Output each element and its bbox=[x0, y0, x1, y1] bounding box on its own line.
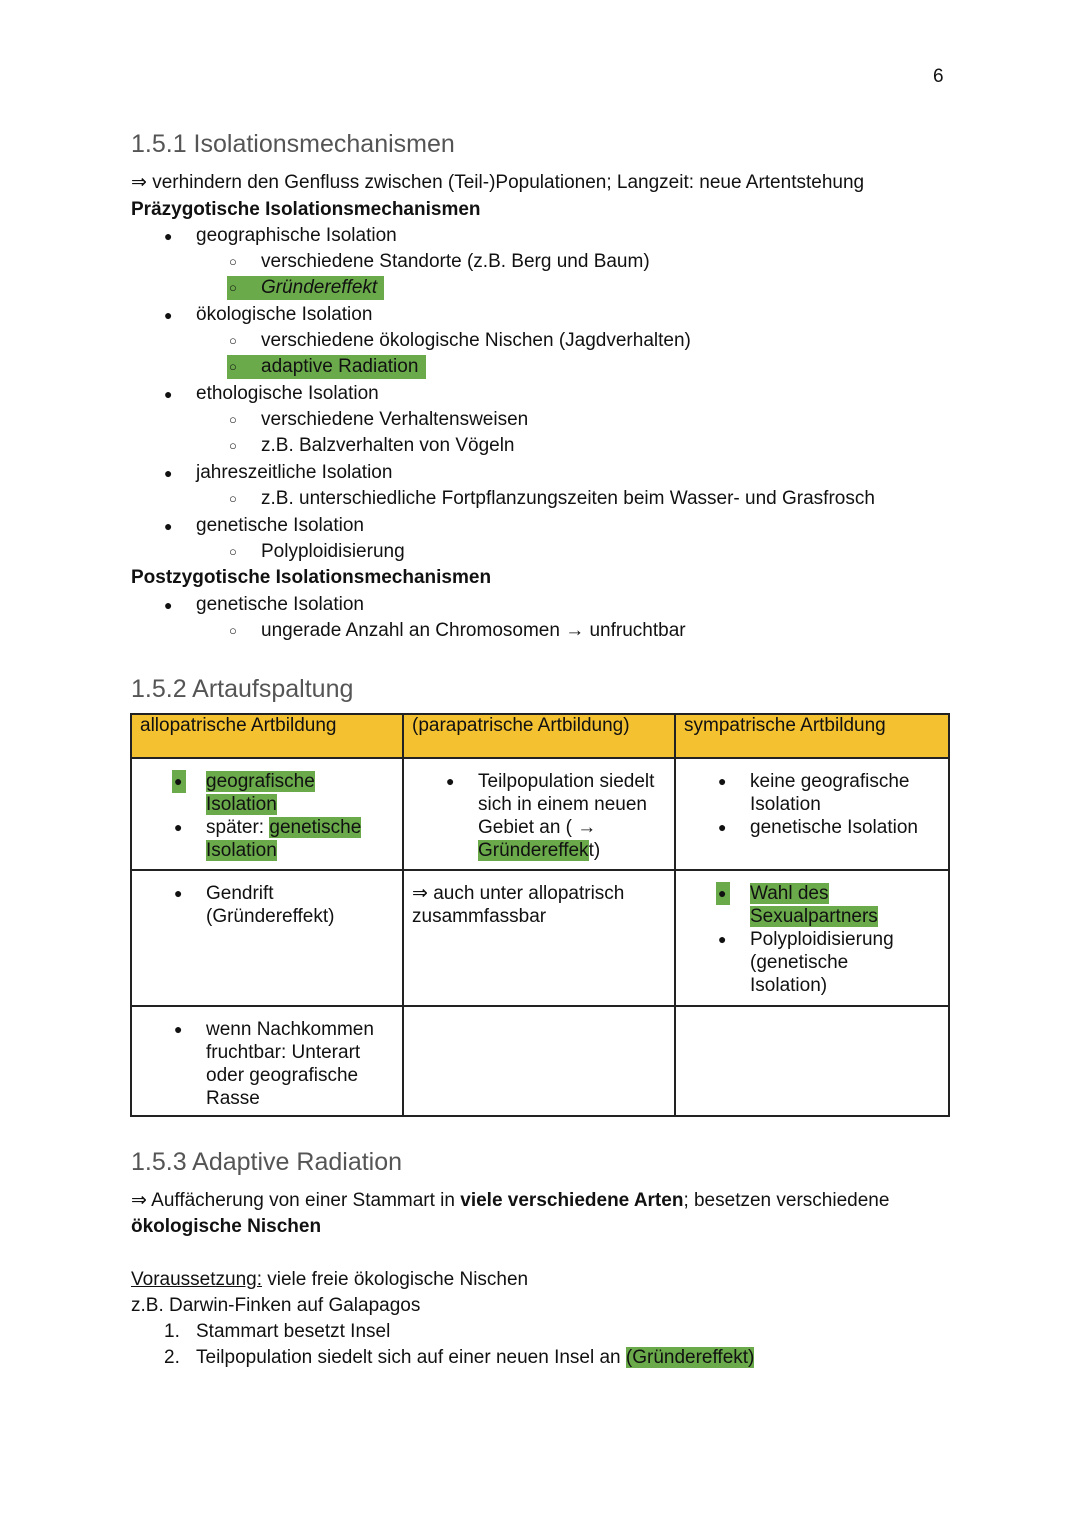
bullet-icon: ● bbox=[164, 228, 173, 244]
list-item: ● keine geografische Isolation bbox=[718, 771, 910, 815]
circle-bullet-icon: ○ bbox=[229, 623, 237, 638]
list-item: genetische Isolation bbox=[196, 515, 364, 536]
list-subitem: ungerade Anzahl an Chromosomen → unfruchtbar bbox=[261, 620, 686, 641]
bullet-icon: ● bbox=[164, 307, 173, 323]
list-subitem: z.B. Balzverhalten von Vögeln bbox=[261, 435, 515, 456]
list-item: ● Teilpopulation siedelt sich in einem neuen Gebiet an ( → Gründereffekt) bbox=[446, 771, 655, 861]
table-cell bbox=[675, 870, 949, 1006]
circle-bullet-icon: ○ bbox=[229, 438, 237, 453]
list-subitem: adaptive Radiation bbox=[261, 356, 419, 377]
list-subitem: z.B. unterschiedliche Fortpflanzungszeiten beim Wasser- und Grasfrosch bbox=[261, 488, 875, 509]
list-item: jahreszeitliche Isolation bbox=[196, 462, 393, 483]
intro-text: ⇒ Auffächerung von einer Stammart in viele verschiedene Arten; besetzen verschiedene bbox=[131, 1190, 890, 1211]
artbildung-table bbox=[130, 713, 950, 1117]
bullet-icon: ● bbox=[718, 819, 727, 835]
table-row bbox=[131, 870, 949, 1006]
heading-adaptive-radiation: 1.5.3 Adaptive Radiation bbox=[131, 1148, 403, 1176]
bullet-icon: ● bbox=[718, 773, 727, 789]
circle-bullet-icon: ○ bbox=[229, 359, 237, 374]
list-item: ● wenn Nachkommen fruchtbar: Unterart oder geografische Rasse bbox=[174, 1019, 374, 1109]
list-item: genetische Isolation bbox=[196, 594, 364, 615]
table-row bbox=[131, 1006, 949, 1116]
intro-text-cont: ökologische Nischen bbox=[131, 1216, 322, 1237]
circle-bullet-icon: ○ bbox=[229, 254, 237, 269]
bullet-icon: ● bbox=[174, 1021, 183, 1037]
postzygotisch-title: Postzygotische Isolationsmechanismen bbox=[131, 567, 492, 588]
table-cell bbox=[131, 758, 403, 870]
circle-bullet-icon: ○ bbox=[229, 544, 237, 559]
column-header: sympatrische Artbildung bbox=[675, 714, 949, 758]
circle-bullet-icon: ○ bbox=[229, 280, 237, 295]
heading-isolationsmechanismen: 1.5.1 Isolationsmechanismen bbox=[131, 130, 455, 158]
circle-bullet-icon: ○ bbox=[229, 333, 237, 348]
table-row bbox=[131, 758, 949, 870]
step-number: 1. bbox=[164, 1321, 180, 1342]
example-text: z.B. Darwin-Finken auf Galapagos bbox=[131, 1295, 421, 1316]
step-item: Stammart besetzt Insel bbox=[196, 1321, 391, 1342]
table-cell bbox=[675, 758, 949, 870]
bullet-icon: ● bbox=[446, 773, 455, 789]
table-cell bbox=[675, 1006, 949, 1116]
bullet-icon: ● bbox=[174, 819, 183, 835]
circle-bullet-icon: ○ bbox=[229, 412, 237, 427]
list-item: ● Polyploidisierung (genetische Isolation) bbox=[718, 929, 894, 996]
step-number: 2. bbox=[164, 1347, 180, 1368]
list-item: ökologische Isolation bbox=[196, 304, 373, 325]
list-subitem: Polyploidisierung bbox=[261, 541, 405, 562]
bullet-icon: ● bbox=[174, 885, 183, 901]
bullet-icon: ● bbox=[716, 882, 730, 905]
list-item: ● später: genetische Isolation bbox=[174, 817, 362, 861]
table-cell bbox=[131, 870, 403, 1006]
bullet-icon: ● bbox=[164, 465, 173, 481]
bullet-icon: ● bbox=[172, 770, 186, 793]
list-item: ● Gendrift (Gründereffekt) bbox=[174, 883, 335, 927]
bullet-icon: ● bbox=[164, 386, 173, 402]
page-number: 6 bbox=[933, 66, 944, 87]
bullet-icon: ● bbox=[164, 597, 173, 613]
list-item: ● genetische Isolation bbox=[718, 817, 918, 838]
list-subitem: Gründereffekt bbox=[261, 277, 378, 298]
circle-bullet-icon: ○ bbox=[229, 491, 237, 506]
table-cell bbox=[403, 1006, 675, 1116]
table-cell bbox=[403, 758, 675, 870]
list-item: ethologische Isolation bbox=[196, 383, 379, 404]
table-cell: ⇒ auch unter allopatrisch zusammfassbar bbox=[403, 870, 675, 1006]
prerequisite: Voraussetzung: viele freie ökologische Nischen bbox=[131, 1269, 529, 1290]
bullet-icon: ● bbox=[718, 931, 727, 947]
praezygotisch-title: Präzygotische Isolationsmechanismen bbox=[131, 199, 481, 220]
list-item: geographische Isolation bbox=[196, 225, 397, 246]
table-header-row bbox=[131, 714, 949, 758]
step-item: Teilpopulation siedelt sich auf einer neuen Insel an (Gründereffekt) bbox=[196, 1347, 755, 1368]
bullet-icon: ● bbox=[164, 518, 173, 534]
list-subitem: verschiedene Standorte (z.B. Berg und Baum) bbox=[261, 251, 650, 272]
column-header: allopatrische Artbildung bbox=[131, 714, 403, 758]
column-header: (parapatrische Artbildung) bbox=[403, 714, 675, 758]
intro-text: ⇒ verhindern den Genfluss zwischen (Teil-)Populationen; Langzeit: neue Artentstehung bbox=[131, 172, 865, 193]
list-subitem: verschiedene ökologische Nischen (Jagdverhalten) bbox=[261, 330, 691, 351]
list-item: ● geografische Isolation bbox=[174, 771, 315, 815]
heading-artaufspaltung: 1.5.2 Artaufspaltung bbox=[131, 675, 354, 703]
list-subitem: verschiedene Verhaltensweisen bbox=[261, 409, 529, 430]
list-item: ● Wahl des Sexualpartners bbox=[718, 883, 878, 927]
table-cell bbox=[131, 1006, 403, 1116]
